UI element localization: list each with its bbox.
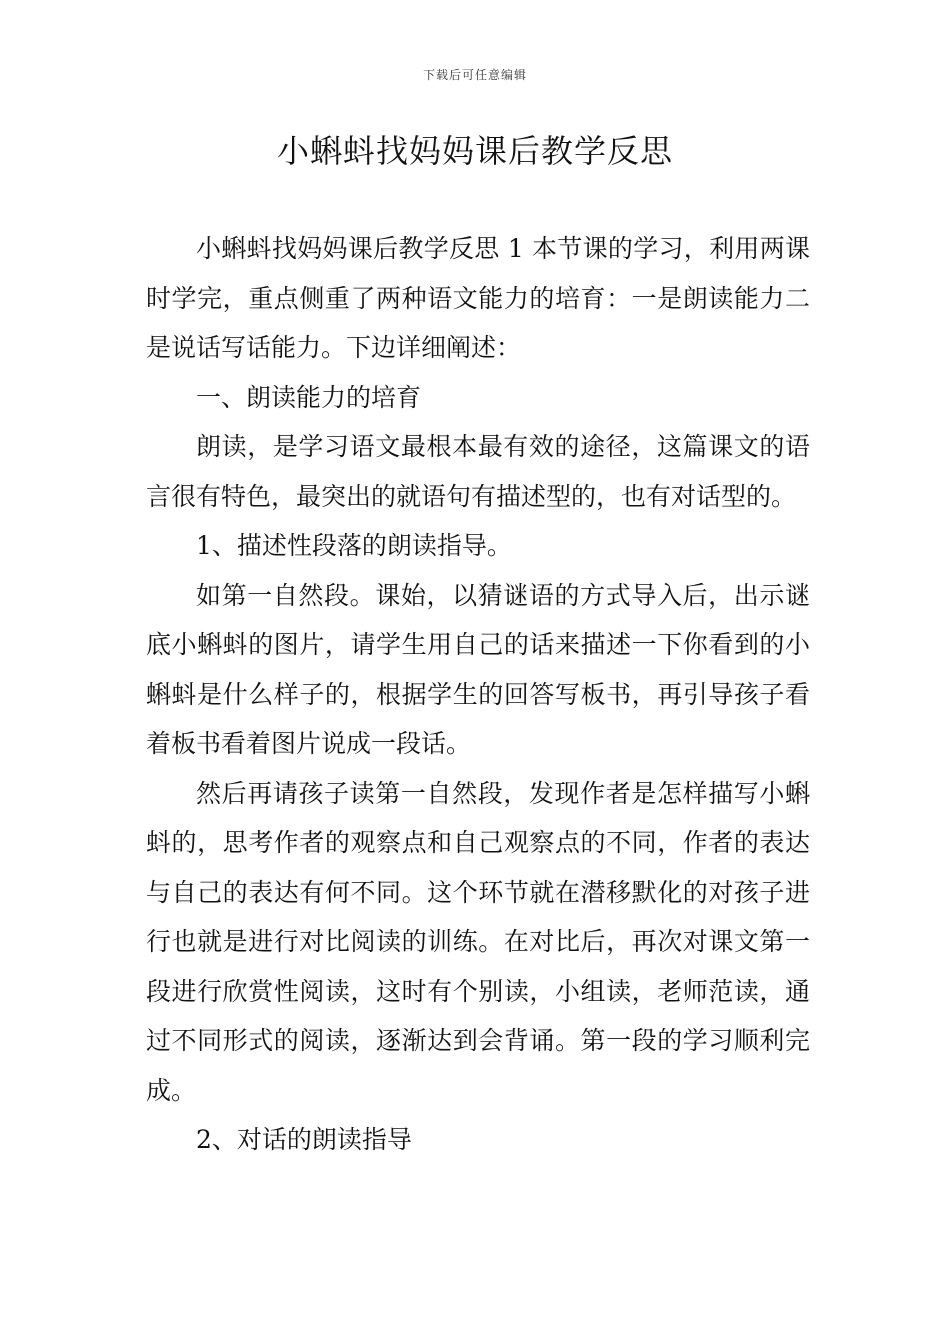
header-note: 下载后可任意编辑 [422, 68, 527, 82]
subheading-descriptive: 1、描述性段落的朗读指导。 [196, 531, 512, 560]
paragraph-reading: 朗读，是学习语文最根本最有效的途径，这篇课文的语言很有特色，最突出的就语句有描述型的，也有对话型的。 [146, 432, 810, 511]
paragraph-first-section: 如第一自然段。课始，以猜谜语的方式导入后，出示谜底小蝌蚪的图片，请学生用自己的话来描述一下你看到的小蝌蚪是什么样子的，根据学生的回答写板书，再引导孩子看着板书看着图片说成一段话。 [146, 580, 810, 758]
section-heading-reading: 一、朗读能力的培育 [196, 382, 422, 412]
paragraph-compare-reading: 然后再请孩子读第一自然段，发现作者是怎样描写小蝌蚪的，思考作者的观察点和自己观察点的不同，作者的表达与自己的表达有何不同。这个环节就在潜移默化的对孩子进行也就是进行对比阅读的训练。在对比后，再次对课文第一段进行欣赏性阅读，这时有个别读，小组读，老师范读，通过不同形式的阅读，逐渐达到会背诵。第一段的学习顺利完成。 [146, 778, 810, 1105]
document-body [146, 224, 810, 1165]
paragraph-intro: 小蝌蚪找妈妈课后教学反思 1 本节课的学习，利用两课时学完，重点侧重了两种语文能力的培育：一是朗读能力二是说话写话能力。下边详细阐述： [146, 234, 810, 362]
document-title: 小蝌蚪找妈妈课后教学反思 [276, 132, 673, 170]
subheading-dialogue: 2、对话的朗读指导 [196, 1125, 412, 1154]
